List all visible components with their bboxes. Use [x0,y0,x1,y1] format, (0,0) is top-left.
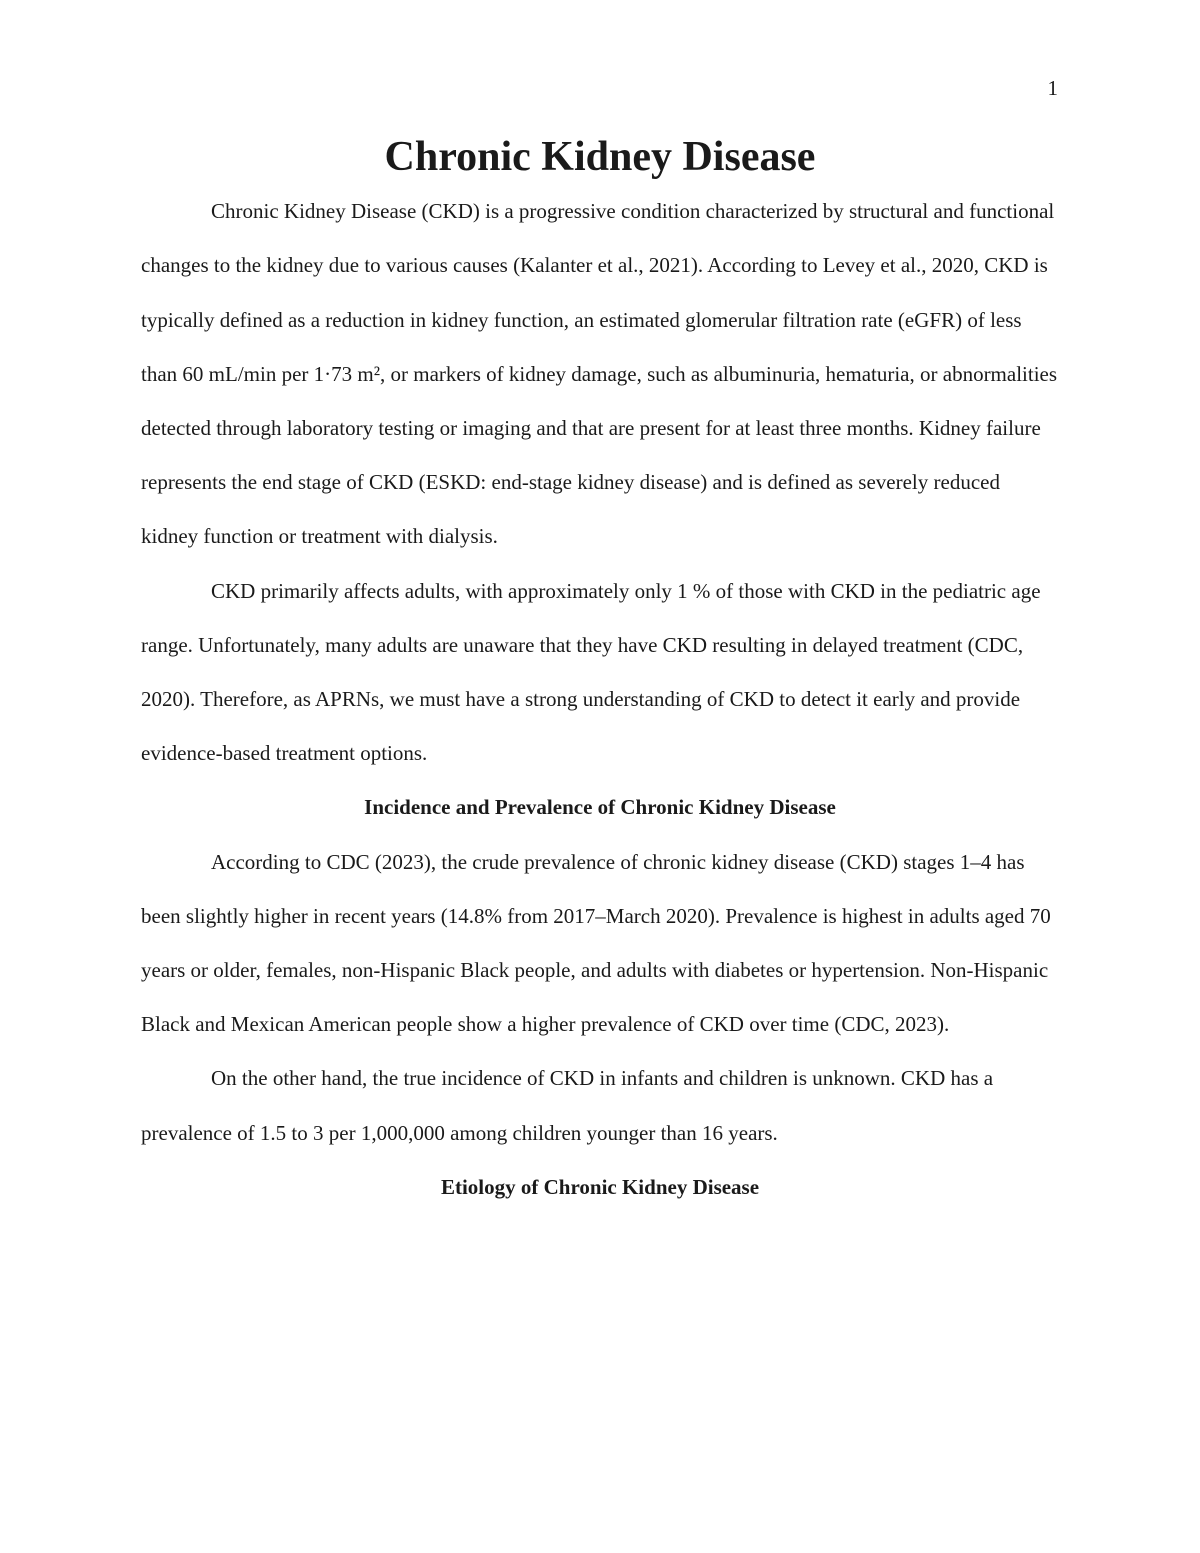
paragraph-ckd-definition: Chronic Kidney Disease (CKD) is a progressive condition characterized by structural and functional changes to the kidney due to various causes (Kalanter et al., 2021). According to Levey et al., 2020, CKD is typically defined as a reduction in kidney function, an estimated glomerular filtration rate (eGFR) of less than 60 mL/min per 1·73 m², or markers of kidney damage, such as albuminuria, hematuria, or abnormalities detected through laboratory testing or imaging and that are present for at least three months. Kidney failure represents the end stage of CKD (ESKD: end-stage kidney disease) and is defined as severely reduced kidney function or treatment with dialysis. [141,199,1058,549]
section-heading-ckd: Chronic Kidney Disease [384,134,816,180]
paragraph-ckd-adults: CKD primarily affects adults, with approximately only 1 % of those with CKD in the pediatric age range. Unfortunately, many adults are unaware that they have CKD resulting in delayed treatment (CDC, 2020). Therefore, as APRNs, we must have a strong understanding of CKD to detect it early and provide evidence-based treatment options. [141,578,1041,766]
section-heading-incidence: Incidence and Prevalence of Chronic Kidney Disease [364,795,836,820]
paragraph-prevalence-adults: According to CDC (2023), the crude prevalence of chronic kidney disease (CKD) stages 1–4 has been slightly higher in recent years (14.8% from 2017–March 2020). Prevalence is highest in adults aged 70 years or older, females, non-Hispanic Black people, and adults with diabetes or hypertension. Non-Hispanic Black and Mexican American people show a higher prevalence of CKD over time (CDC, 2023). [141,849,1051,1037]
section-heading-etiology: Etiology of Chronic Kidney Disease [440,1174,760,1199]
document-body [141,130,1059,1214]
page-number: 1 [1047,76,1058,100]
paragraph-prevalence-children: On the other hand, the true incidence of CKD in infants and children is unknown. CKD has a prevalence of 1.5 to 3 per 1,000,000 among children younger than 16 years. [141,1066,994,1145]
